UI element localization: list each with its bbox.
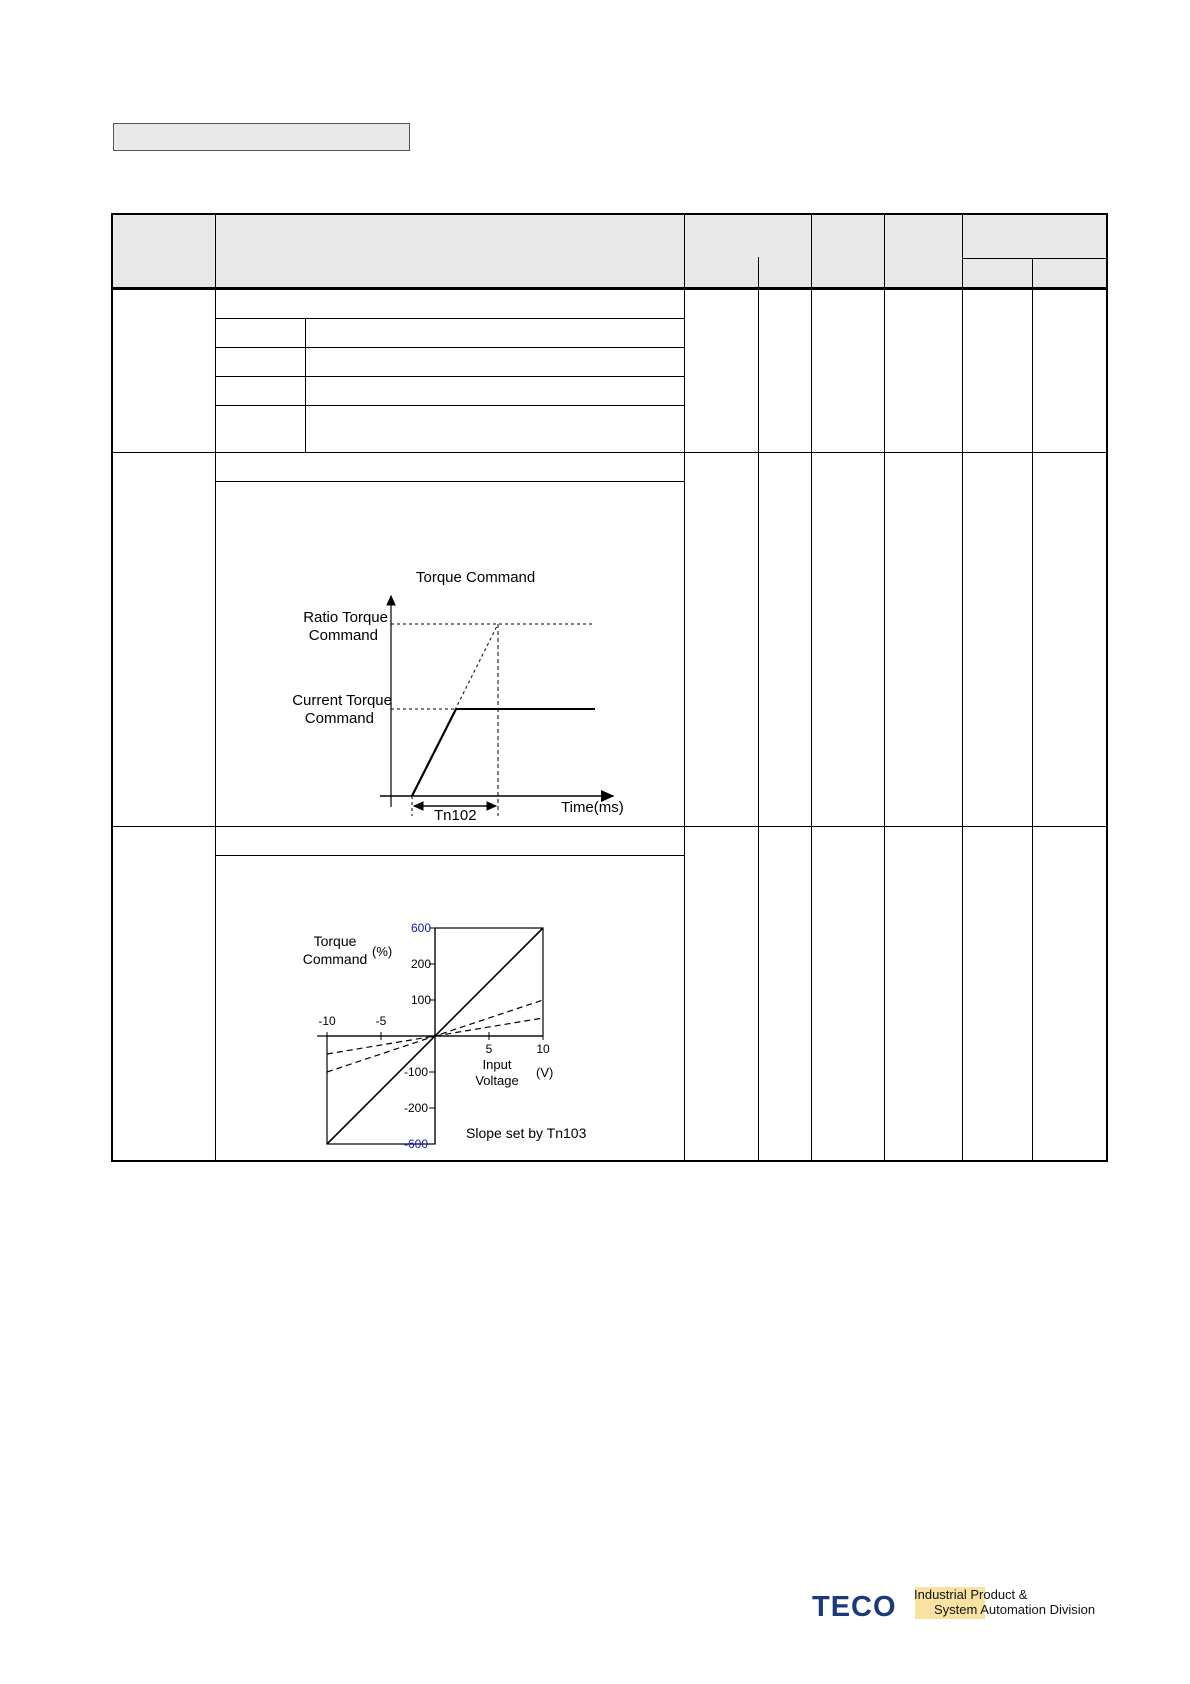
fig1-param-label: Tn102	[434, 807, 477, 824]
col-divider-5	[884, 214, 885, 1161]
division-line-2: System Automation Division	[934, 1602, 1096, 1617]
header-column-divider	[758, 257, 759, 288]
fig1-ratio-label-1: Ratio Torque	[303, 609, 388, 626]
row1-line-c	[215, 376, 684, 377]
chart2-y-unit: (%)	[372, 944, 393, 959]
chart2-x-tick-label: 5	[485, 1042, 493, 1056]
chart2-x-tick-label: 10	[536, 1042, 550, 1056]
torque-ramp-diagram	[270, 560, 630, 830]
col-divider-4	[811, 214, 812, 1161]
fig1-x-label: Time(ms)	[561, 799, 624, 816]
chart2-x-tick-label: -5	[375, 1014, 387, 1028]
fig1-ratio-label-2: Command	[308, 627, 378, 644]
chart2-y-tick-label: 200	[410, 957, 431, 971]
row1-line-d	[215, 405, 684, 406]
row2-line	[215, 481, 684, 482]
chart2-x-label-1: Input	[482, 1057, 512, 1072]
row1-line-b	[215, 347, 684, 348]
row1-line-a	[215, 318, 684, 319]
section-heading-box	[113, 123, 410, 151]
chart2-x-label-2: Voltage	[475, 1073, 519, 1088]
teco-logo: TECO	[812, 1591, 897, 1623]
fig1-current-ramp	[412, 709, 456, 796]
col-divider-2	[684, 214, 685, 1161]
chart2-y-tick-label: 100	[410, 993, 431, 1007]
chart2-y-tick-label: -200	[403, 1101, 428, 1115]
chart2-y-tick-label: 600	[410, 921, 431, 935]
chart2-y-tick-label: -600	[403, 1137, 428, 1151]
header-subcolumn-divider	[1032, 258, 1033, 288]
col-divider-6	[962, 214, 963, 1161]
col-divider-7	[1032, 288, 1033, 1161]
row-divider-1	[113, 452, 1107, 453]
col-divider-3	[758, 288, 759, 1161]
fig1-title: Torque Command	[416, 569, 536, 586]
torque-voltage-chart	[290, 910, 620, 1160]
table-header-divider	[111, 287, 1108, 290]
chart2-group	[303, 921, 587, 1151]
footer-logo-area	[810, 1585, 1110, 1629]
chart2-slope-note: Slope set by Tn103	[466, 1125, 587, 1141]
header-subdivider	[962, 258, 1107, 259]
fig1-current-label-1: Current Torque	[292, 692, 392, 709]
col-divider-1	[215, 214, 216, 1161]
chart2-y-label-1: Torque	[313, 933, 357, 949]
chart2-x-tick-label: -10	[318, 1014, 336, 1028]
chart2-y-tick-label: -100	[403, 1065, 428, 1079]
row1-inner-divider	[305, 318, 306, 452]
division-line-1: Industrial Product &	[914, 1587, 1028, 1602]
row3-line	[215, 855, 684, 856]
chart2-x-unit: (V)	[536, 1065, 554, 1080]
chart2-y-label-2: Command	[302, 951, 368, 967]
fig1-current-label-2: Command	[304, 710, 374, 727]
